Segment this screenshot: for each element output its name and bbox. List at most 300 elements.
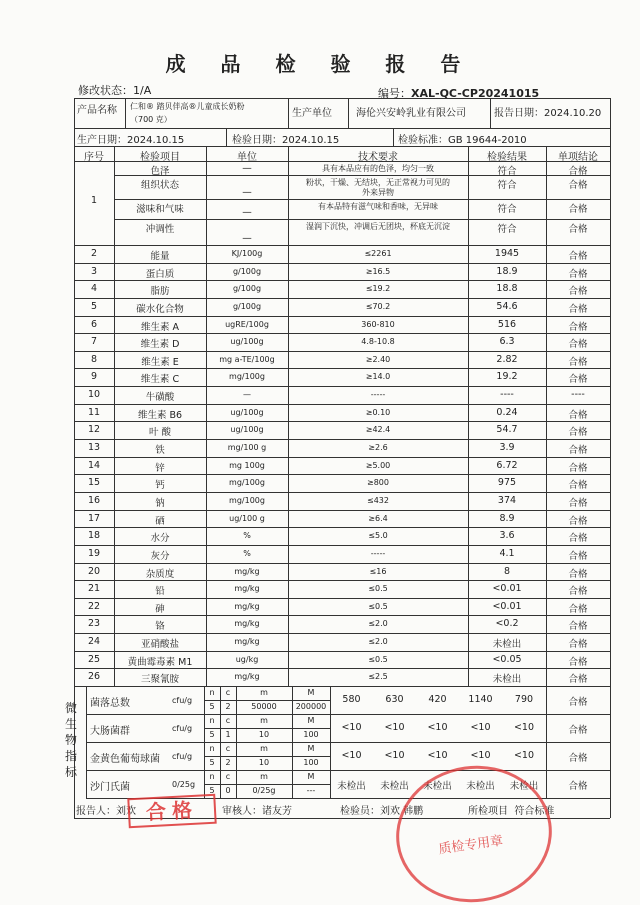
unit: —: [242, 163, 252, 174]
conclusion: 合格: [568, 725, 588, 736]
row-divider: [74, 404, 610, 405]
result: 符合: [497, 224, 517, 235]
row-number: 10: [87, 389, 101, 401]
table-right-border: [610, 98, 611, 818]
conclusion: 合格: [568, 697, 588, 708]
unit: mg/kg: [234, 672, 260, 682]
micro-item-name: 大肠菌群: [90, 726, 130, 737]
micro-standard-value: 100: [303, 758, 319, 767]
unit: mg/100g: [229, 478, 265, 488]
test-item: 牛磺酸: [145, 392, 175, 404]
product-spec: （700 克）: [130, 115, 172, 124]
unit: g/100g: [232, 266, 262, 276]
micro-header-cell: n: [209, 716, 215, 725]
col-header-item: 检验项目: [140, 152, 180, 163]
micro-header-cell: M: [307, 688, 315, 697]
micro-item-name: 菌落总数: [90, 698, 130, 709]
requirement: -----: [370, 390, 386, 400]
requirement: ≥5.00: [365, 460, 391, 470]
requirement: ≤0.5: [368, 654, 388, 664]
micro-item-name: 沙门氏菌: [90, 782, 130, 793]
unit: g/100g: [232, 301, 262, 311]
unit: —: [243, 390, 251, 400]
micro-label-char: 生: [64, 717, 77, 731]
test-item: 钠: [155, 497, 165, 509]
requirement: 有本品特有滋气味和香味，无异味: [318, 202, 438, 211]
conclusion: 合格: [568, 621, 588, 633]
conclusion: 合格: [568, 286, 588, 298]
row-divider: [86, 714, 610, 715]
reviewer-label: 审核人：: [222, 806, 262, 817]
row-number: 24: [87, 636, 101, 648]
conclusion: 合格: [568, 374, 588, 386]
result: 8: [503, 565, 511, 577]
requirement: 粉状，干燥、无结块，无正常视力可见的: [306, 178, 450, 187]
row-number: 13: [87, 442, 101, 454]
micro-header-cell: n: [209, 772, 215, 781]
unit: —: [242, 233, 252, 244]
test-item: 钙: [155, 480, 165, 492]
row-number: 5: [90, 300, 98, 312]
col-divider: [236, 714, 237, 742]
micro-standard-value: 1: [225, 730, 231, 739]
test-item: 叶 酸: [148, 427, 172, 439]
micro-result: <10: [513, 722, 535, 733]
unit: ug/100g: [230, 425, 264, 435]
micro-label-char: 标: [64, 765, 77, 779]
col-divider: [393, 128, 394, 146]
test-item: 维生素 C: [140, 374, 180, 386]
row-divider: [204, 700, 330, 701]
requirement: 具有本品应有的色泽，均匀一致: [322, 164, 434, 173]
test-item: 锌: [155, 462, 165, 474]
unit: ug/100 g: [229, 513, 265, 523]
micro-result: <10: [384, 750, 405, 761]
col-divider: [125, 98, 126, 128]
requirement: 湿润下沉快，冲调后无团块，杯底无沉淀: [306, 222, 450, 231]
row-divider: [74, 598, 610, 599]
row-divider: [74, 651, 610, 652]
result: 374: [497, 494, 517, 506]
row-number: 20: [87, 565, 101, 577]
conclusion: 合格: [568, 533, 588, 545]
conclusion: 合格: [568, 445, 588, 457]
row-divider: [74, 580, 610, 581]
test-item: 维生素 D: [140, 339, 180, 351]
result: 符合: [497, 166, 517, 177]
reviewer-value: 诸友芳: [262, 806, 292, 817]
test-item: 蛋白质: [145, 268, 175, 280]
micro-result: <10: [470, 722, 491, 733]
col-divider: [220, 714, 221, 742]
requirement: ≤2.0: [368, 637, 388, 647]
conclusion: 合格: [568, 356, 588, 368]
requirement: ≤432: [367, 495, 389, 505]
micro-label-char: 物: [64, 733, 77, 747]
result: 1945: [494, 248, 520, 259]
col-divider: [292, 686, 293, 714]
conclusion: 合格: [568, 603, 588, 615]
result: 符合: [497, 180, 517, 191]
requirement: ≤2.0: [368, 619, 388, 629]
row-divider: [74, 439, 610, 440]
row-divider: [74, 351, 610, 352]
test-item: 铬: [155, 621, 165, 633]
micro-header-cell: m: [260, 744, 268, 753]
result: <0.2: [495, 618, 519, 630]
row-divider: [74, 668, 610, 669]
pass-stamp: 合格: [127, 794, 216, 829]
micro-standard-value: 2: [225, 758, 231, 767]
result: 18.9: [496, 265, 518, 277]
test-item: 组织状态: [140, 180, 179, 191]
micro-header-cell: M: [307, 744, 315, 753]
micro-header-cell: m: [260, 688, 268, 697]
product-value: 仁和® 踏贝伴高®儿童成长奶粉: [130, 102, 245, 111]
unit: ug/kg: [235, 654, 259, 664]
row-divider: [74, 563, 610, 564]
row-number: 12: [87, 424, 101, 436]
requirement: 360-810: [361, 319, 395, 329]
unit: g/100g: [232, 284, 262, 294]
micro-standard-value: 5: [209, 730, 215, 739]
row-divider: [74, 527, 610, 528]
conclusion: 合格: [568, 462, 588, 474]
col-divider: [292, 714, 293, 742]
result: 8.9: [499, 512, 515, 524]
micro-item-unit: cfu/g: [172, 752, 193, 761]
col-divider: [288, 98, 289, 128]
inspector-value: 刘欢 韩鹏: [380, 806, 424, 817]
micro-result: <10: [384, 722, 405, 733]
micro-standard-value: 10: [258, 758, 270, 767]
test-item: 灰分: [150, 550, 170, 562]
conclusion: 合格: [568, 515, 588, 527]
test-item: 亚硝酸盐: [140, 639, 179, 651]
reporter-value: 刘欢: [116, 806, 136, 817]
row-divider: [74, 386, 610, 387]
micro-result: 未检出: [380, 781, 409, 792]
inspection-date: [232, 131, 339, 146]
row-number: 3: [90, 265, 98, 277]
row-number: 16: [87, 494, 101, 506]
conclusion: 合格: [568, 753, 588, 764]
col-divider: [292, 742, 293, 770]
micro-standard-value: 100: [303, 730, 319, 739]
micro-header-cell: M: [307, 716, 315, 725]
micro-result: <10: [427, 722, 448, 733]
micro-header-cell: c: [225, 688, 231, 697]
revision-status: [78, 82, 151, 98]
micro-result: <10: [341, 722, 362, 733]
result: 975: [497, 477, 517, 489]
micro-item-name: 金黄色葡萄球菌: [90, 754, 160, 765]
col-divider: [348, 98, 349, 128]
micro-standard-value: ---: [306, 786, 316, 795]
standard-value: GB 19644-2010: [448, 135, 527, 146]
conclusion: 合格: [568, 321, 588, 333]
row-divider: [114, 175, 610, 176]
conclusion: 合格: [568, 427, 588, 439]
requirement: ≤19.2: [365, 284, 391, 294]
test-item: 维生素 E: [141, 356, 179, 368]
unit: mg/kg: [234, 601, 260, 611]
row-divider: [74, 545, 610, 546]
conclusion: 合格: [568, 639, 588, 651]
row-number: 7: [90, 336, 98, 348]
col-header-result: 检验结果: [487, 152, 527, 163]
unit: ug/100g: [230, 407, 264, 417]
row-divider: [74, 333, 610, 334]
row-number: 9: [90, 371, 98, 383]
micro-result: 未检出: [509, 781, 539, 792]
row-divider: [74, 686, 610, 687]
row-divider: [86, 770, 610, 771]
manufacturer-label: 生产单位: [292, 108, 332, 119]
test-item: 脂肪: [150, 286, 170, 298]
revision-value: 1/A: [133, 84, 152, 97]
unit: ug/100g: [230, 337, 264, 347]
conclusion: 合格: [568, 656, 588, 668]
test-item: 能量: [150, 251, 170, 262]
requirement: ≥2.40: [365, 354, 391, 364]
requirement: ≤0.5: [368, 584, 388, 594]
requirement: ≥0.10: [365, 407, 391, 417]
row-divider: [74, 128, 610, 129]
row-divider: [74, 615, 610, 616]
row-divider: [204, 728, 330, 729]
micro-standard-value: 10: [258, 730, 270, 739]
result: 18.8: [496, 283, 518, 295]
micro-item-unit: cfu/g: [172, 724, 193, 733]
col-divider: [220, 770, 221, 798]
row-divider: [204, 784, 330, 785]
micro-header-cell: m: [260, 772, 268, 781]
requirement: ≥6.4: [368, 513, 388, 523]
test-item: 碳水化合物: [136, 303, 184, 315]
col-divider: [292, 770, 293, 798]
conclusion: 合格: [568, 497, 588, 509]
row-number: 2: [90, 248, 98, 259]
conclusion: 合格: [568, 166, 588, 177]
inspector-label: 检验员：: [340, 806, 380, 817]
micro-label-char: 微: [64, 701, 77, 715]
unit: KJ/100g: [231, 249, 263, 258]
micro-header-cell: c: [225, 716, 231, 725]
requirement: ≤16: [369, 566, 387, 576]
micro-standard-value: 50000: [251, 702, 277, 711]
requirement: ≤2261: [364, 249, 392, 258]
requirement: ≤2.5: [368, 672, 388, 682]
row-number: 23: [87, 618, 101, 630]
col-divider: [226, 128, 227, 146]
unit: mg/100g: [229, 495, 265, 505]
col-header-conclusion: 单项结论: [558, 152, 598, 163]
result: 0.24: [496, 406, 518, 418]
micro-result: <10: [341, 750, 362, 761]
row-divider: [74, 298, 610, 299]
micro-label-char: 指: [64, 749, 77, 763]
unit: mg/kg: [234, 619, 260, 629]
row-number: 21: [87, 583, 101, 595]
unit: mg/kg: [234, 584, 260, 594]
requirement: ≤0.5: [368, 601, 388, 611]
conclusion: 合格: [568, 224, 588, 235]
test-item: 水分: [150, 533, 170, 545]
requirement: ≥42.4: [365, 425, 391, 435]
row-divider: [86, 742, 610, 743]
row-divider: [74, 421, 610, 422]
micro-standard-value: 2: [225, 702, 231, 711]
row-number: 14: [87, 459, 101, 471]
reviewer: [222, 802, 292, 817]
row-number: 6: [90, 318, 98, 330]
micro-result: 420: [428, 694, 447, 705]
row-number: 17: [87, 512, 101, 524]
micro-result: <10: [427, 750, 448, 761]
result: 54.6: [496, 300, 518, 312]
result: <0.01: [492, 583, 522, 595]
col-divider: [236, 742, 237, 770]
micro-result: 630: [385, 694, 404, 705]
row-divider: [74, 368, 610, 369]
report-date-label: 报告日期：: [494, 108, 544, 119]
result: 19.2: [496, 371, 518, 383]
conclusion: 合格: [568, 550, 588, 562]
test-item: 色泽: [150, 166, 170, 177]
product-label: 产品名称: [77, 105, 117, 116]
conclusion: 合格: [568, 674, 588, 686]
col-divider: [236, 686, 237, 714]
row-number: 19: [87, 547, 101, 559]
result: 符合: [497, 204, 517, 215]
inspection-date-label: 检验日期：: [232, 135, 282, 146]
row-divider: [204, 756, 330, 757]
result: 6.3: [499, 336, 515, 348]
dept-value: 符合标准: [514, 806, 555, 817]
test-item: 冲调性: [145, 224, 175, 235]
report-date-value: 2024.10.20: [544, 108, 602, 119]
manufacturer-value: 海伦兴安岭乳业有限公司: [356, 108, 466, 119]
requirement: ≥16.5: [365, 266, 391, 276]
test-item: 黄曲霉毒素 M1: [127, 656, 193, 668]
row-divider: [74, 510, 610, 511]
report-title: 成 品 检 验 报 告: [165, 52, 475, 76]
micro-result: 未检出: [466, 781, 495, 792]
unit: —: [242, 187, 252, 198]
micro-header-cell: n: [209, 688, 215, 697]
micro-item-unit: cfu/g: [172, 696, 193, 705]
conclusion: 合格: [568, 480, 588, 492]
unit: mg/100g: [229, 372, 265, 382]
conclusion: 合格: [568, 251, 588, 262]
row-divider: [114, 199, 610, 200]
conclusion: ----: [571, 389, 585, 401]
result: 516: [497, 318, 517, 330]
col-header-no: 序号: [84, 152, 104, 163]
conclusion: 合格: [568, 268, 588, 280]
row-divider: [74, 492, 610, 493]
unit: mg/kg: [234, 637, 260, 647]
row-divider: [74, 280, 610, 281]
conclusion: 合格: [568, 568, 588, 580]
unit: mg 100g: [229, 460, 265, 470]
row-divider: [74, 316, 610, 317]
result: 3.6: [499, 530, 515, 542]
row-number: 11: [87, 406, 101, 418]
micro-standard-value: 5: [209, 702, 215, 711]
revision-label: 修改状态：: [78, 84, 133, 97]
requirement: ≥14.0: [365, 372, 391, 382]
row-divider: [114, 219, 610, 220]
conclusion: 合格: [568, 586, 588, 598]
result: <0.01: [492, 600, 522, 612]
row-divider: [74, 245, 610, 246]
micro-standard-value: 0/25g: [252, 786, 276, 795]
production-date: [77, 131, 184, 146]
test-item: 三聚氰胺: [140, 674, 179, 686]
row-divider: [74, 457, 610, 458]
test-item: 维生素 B6: [137, 409, 183, 421]
micro-header-cell: c: [225, 744, 231, 753]
result: 3.9: [499, 442, 515, 454]
production-date-value: 2024.10.15: [127, 135, 185, 146]
row-number: 18: [87, 530, 101, 542]
result: 2.82: [496, 353, 518, 365]
micro-header-cell: m: [260, 716, 268, 725]
micro-result: 580: [342, 694, 361, 705]
result: 54.7: [496, 424, 518, 436]
micro-standard-value: 5: [209, 758, 215, 767]
number-label: 编号：: [378, 87, 411, 100]
micro-standard-value: 5: [209, 786, 215, 795]
test-item: 硒: [155, 515, 165, 527]
row-divider: [74, 263, 610, 264]
conclusion: 合格: [568, 180, 588, 191]
reporter-label: 报告人：: [76, 806, 116, 817]
unit: ugRE/100g: [225, 319, 269, 329]
unit: mg a-TE/100g: [219, 354, 275, 364]
test-item: 杂质度: [145, 568, 175, 580]
requirement: ≤70.2: [365, 301, 391, 311]
result: 4.1: [499, 547, 515, 559]
row-number: 8: [90, 353, 98, 365]
micro-result: <10: [513, 750, 535, 761]
requirement: 外来异物: [362, 188, 394, 197]
row-number: 1: [90, 195, 98, 206]
unit: mg/100 g: [227, 443, 267, 453]
unit: mg/kg: [234, 566, 260, 576]
dept-label: 所检项目: [468, 806, 508, 817]
col-divider: [236, 770, 237, 798]
row-divider: [74, 146, 610, 147]
row-divider: [74, 633, 610, 634]
test-item: 砷: [155, 603, 165, 615]
micro-result: 未检出: [337, 781, 366, 792]
micro-item-unit: 0/25g: [172, 780, 196, 789]
inspection-standard: [398, 131, 527, 146]
inspection-date-value: 2024.10.15: [282, 135, 340, 146]
requirement: ≥800: [367, 478, 389, 488]
col-divider: [490, 98, 491, 128]
production-date-label: 生产日期：: [77, 135, 127, 146]
micro-result: 790: [514, 694, 534, 705]
standard-label: 检验标准：: [398, 135, 448, 146]
row-number: 26: [87, 671, 101, 683]
micro-result: 未检出: [423, 781, 452, 792]
conclusion: 合格: [568, 204, 588, 215]
col-divider: [220, 742, 221, 770]
